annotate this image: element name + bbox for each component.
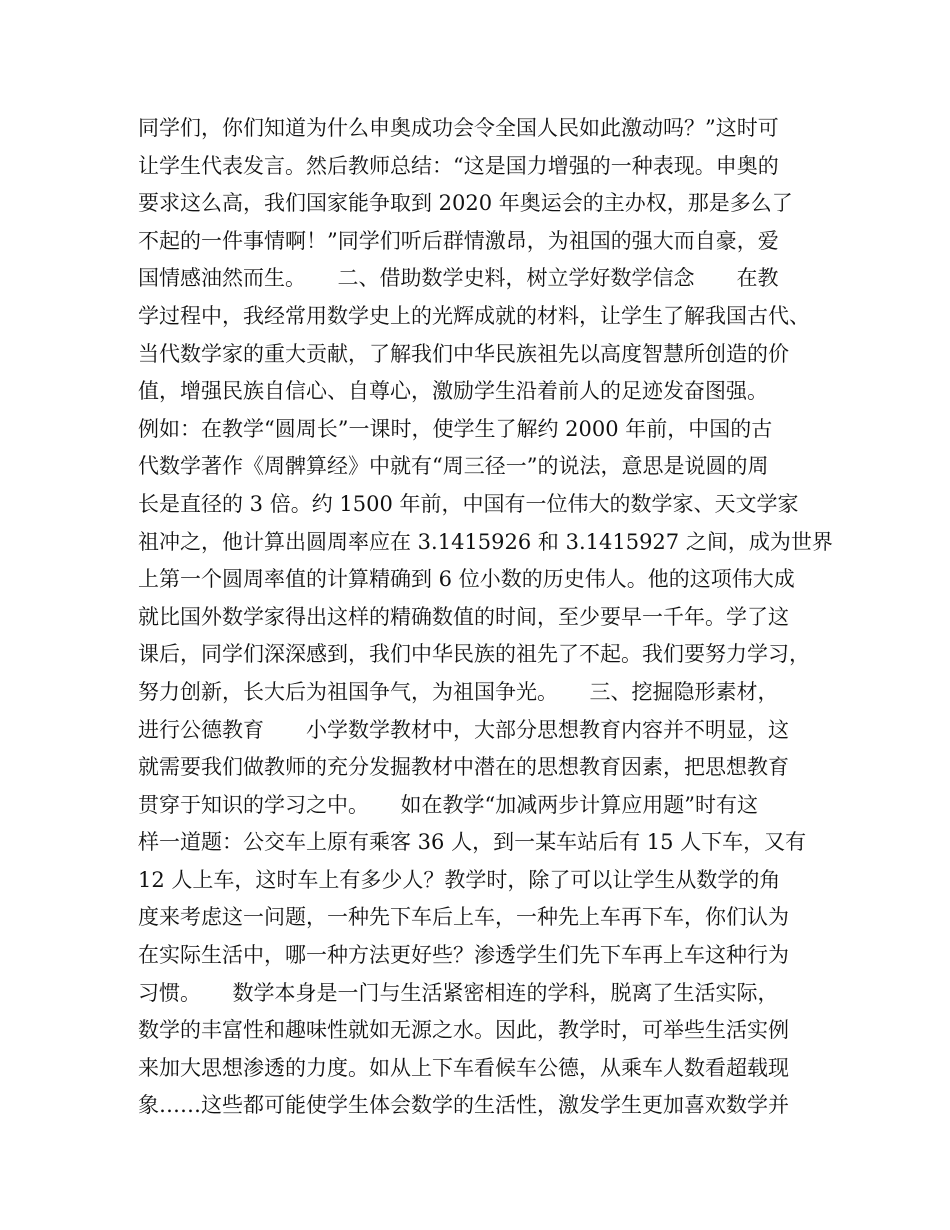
text-line: 习惯。 数学本身是一门与生活紧密相连的学科，脱离了生活实际，: [138, 980, 779, 1005]
text-line: 让学生代表发言。然后教师总结：“这是国力增强的一种表现。申奥的: [138, 153, 779, 178]
text-line: 要求这么高，我们国家能争取到 2020 年奥运会的主办权，那是多么了: [138, 191, 793, 216]
text-line: 在实际生活中，哪一种方法更好些？渗透学生们先下车再上车这种行为: [138, 943, 789, 968]
text-line: 学过程中，我经常用数学史上的光辉成就的材料，让学生了解我国古代、: [138, 303, 810, 328]
text-line: 不起的一件事情啊！”同学们听后群情激昂，为祖国的强大而自豪，爱: [138, 228, 779, 253]
text-line: 同学们，你们知道为什么申奥成功会令全国人民如此激动吗？”这时可: [138, 116, 779, 140]
text-line: 就需要我们做教师的充分发掘教材中潜在的思想教育因素，把思想教育: [138, 755, 789, 780]
text-line: 来加大思想渗透的力度。如从上下车看候车公德，从乘车人数看超载现: [138, 1055, 789, 1080]
text-line: 度来考虑这一问题，一种先下车后上车，一种先上车再下车，你们认为: [138, 905, 789, 930]
text-line: 就比国外数学家得出这样的精确数值的时间，至少要早一千年。学了这: [138, 604, 789, 629]
text-line: 上第一个圆周率值的计算精确到 6 位小数的历史伟人。他的这项伟大成: [138, 567, 795, 592]
text-line: 国情感油然而生。 二、借助数学史料，树立学好数学信念 在教: [138, 266, 779, 291]
text-line: 数学的丰富性和趣味性就如无源之水。因此，教学时，可举些生活实例: [138, 1018, 789, 1043]
text-line: 代数学著作《周髀算经》中就有“周三径一”的说法，意思是说圆的周: [138, 454, 769, 479]
text-line: 值，增强民族自信心、自尊心，激励学生沿着前人的足迹发奋图强。: [138, 379, 768, 404]
text-line: 课后，同学们深深感到，我们中华民族的祖先了不起。我们要努力学习，: [138, 642, 810, 667]
text-line: 12 人上车，这时车上有多少人？教学时，除了可以让学生从数学的角: [138, 867, 781, 892]
body-text: [138, 110, 833, 1125]
text-line: 进行公德教育 小学数学教材中，大部分思想教育内容并不明显，这: [138, 717, 789, 742]
text-line: 贯穿于知识的学习之中。 如在教学“加减两步计算应用题”时有这: [138, 792, 758, 817]
text-line: 例如：在教学“圆周长”一课时，使学生了解约 2000 年前，中国的古: [138, 416, 773, 441]
text-line: 象……这些都可能使学生体会数学的生活性，激发学生更加喜欢数学并: [138, 1093, 789, 1118]
text-line: 祖冲之，他计算出圆周率应在 3.1415926 和 3.1415927 之间，成为世界: [138, 529, 833, 554]
text-line: 当代数学家的重大贡献，了解我们中华民族祖先以高度智慧所创造的价: [138, 341, 789, 366]
text-line: 样一道题：公交车上原有乘客 36 人，到一某车站后有 15 人下车，又有: [138, 830, 807, 855]
text-line: 努力创新，长大后为祖国争气，为祖国争光。 三、挖掘隐形素材，: [138, 679, 779, 704]
text-line: 长是直径的 3 倍。约 1500 年前，中国有一位伟大的数学家、天文学家: [138, 491, 799, 516]
